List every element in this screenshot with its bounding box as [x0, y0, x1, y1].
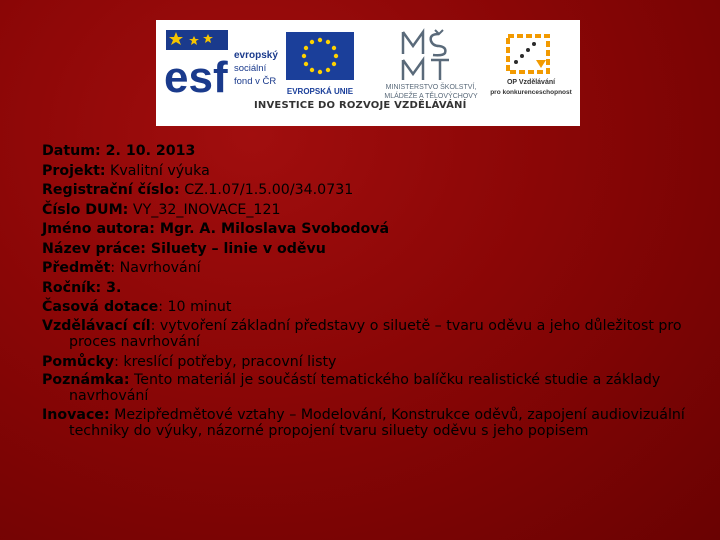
- op-logo-icon: [486, 32, 576, 98]
- esf-logo-icon: [164, 28, 282, 98]
- logo-banner: [156, 20, 580, 126]
- eu-label: EVROPSKÁ UNIE: [286, 87, 354, 96]
- op-line-1: OP Vzdělávání: [506, 79, 556, 86]
- field-vzdelavaci-cil: Vzdělávací cíl: vytvoření základní představy o siluetě – tvaru oděvu a jeho důležitost pro proces navrhování: [42, 317, 682, 350]
- field-poznamka: Poznámka: Tento materiál je součástí tematického balíčku realistické studie a základy navrhování: [42, 372, 661, 404]
- field-casova-dotace: Časová dotace: 10 minut: [42, 299, 232, 315]
- msmt-line-1: MINISTERSTVO ŠKOLSTVÍ,: [385, 84, 477, 91]
- field-datum: Datum: 2. 10. 2013: [42, 143, 196, 159]
- field-cislo-dum: Číslo DUM: VY_32_INOVACE_121: [42, 201, 281, 218]
- op-line-2: pro konkurenceschopnost: [490, 89, 572, 96]
- field-registracni-cislo: Registrační číslo: CZ.1.07/1.5.00/34.0731: [42, 182, 354, 198]
- esf-line-3: fond v ČR: [234, 76, 277, 87]
- field-inovace: Inovace: Mezipředmětové vztahy – Modelování, Konstrukce oděvů, zapojení audiovizuální techniky do výuky, názorné propojení tvaru siluety oděvu s jeho popisem: [42, 407, 685, 439]
- field-predmet: Předmět: Navrhování: [42, 260, 201, 276]
- msmt-line-2: MLÁDEŽE A TĚLOVÝCHOVY: [384, 93, 478, 100]
- investice-text: INVESTICE DO ROZVOJE VZDĚLÁVÁNÍ: [254, 100, 467, 111]
- esf-line-2: sociální: [234, 63, 267, 74]
- msmt-logo-icon: [381, 28, 481, 100]
- field-rocnik: Ročník: 3.: [42, 279, 122, 296]
- svg-text:esf: esf: [164, 53, 228, 98]
- field-projekt: Projekt: Kvalitní výuka: [42, 162, 210, 179]
- eu-flag-icon: [284, 30, 356, 100]
- field-pomucky: Pomůcky: kreslící potřeby, pracovní listy: [42, 353, 337, 370]
- esf-line-1: evropský: [234, 50, 278, 61]
- document-body: [42, 142, 702, 442]
- field-jmeno-autora: Jméno autora: Mgr. A. Miloslava Svobodová: [42, 221, 390, 237]
- field-nazev-prace: Název práce: Siluety – linie v oděvu: [42, 240, 326, 257]
